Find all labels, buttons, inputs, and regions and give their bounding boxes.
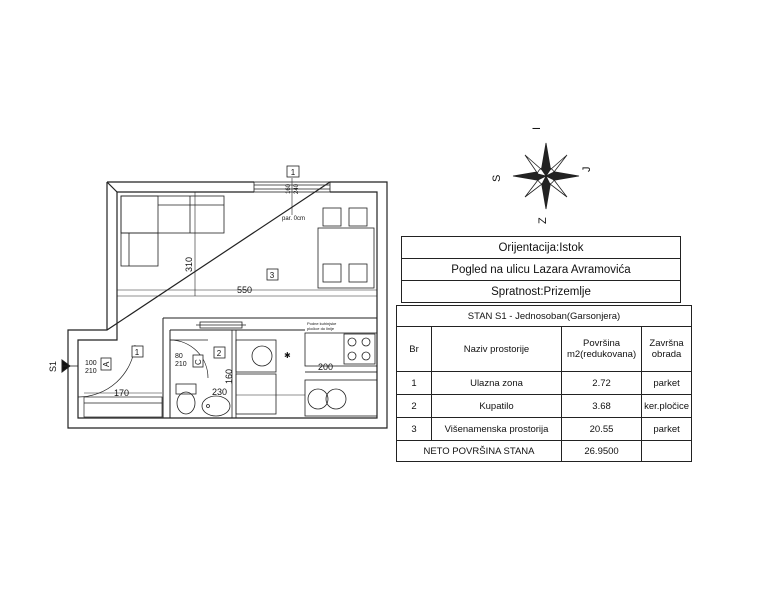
table-row	[397, 395, 692, 418]
cell-no: 3	[397, 418, 432, 441]
compass-rose	[513, 143, 579, 209]
dim-160: 160	[224, 368, 234, 384]
kitchen-counter	[305, 333, 377, 416]
dim-550: 550	[237, 285, 253, 295]
cell-finish: parket	[642, 372, 692, 395]
cell-name: Višenamenska prostorija	[432, 418, 562, 441]
dim-170: 170	[114, 388, 130, 398]
door-a-size-2: 210	[85, 368, 97, 375]
dim-200: 200	[318, 362, 334, 372]
dining-table	[318, 208, 374, 288]
col-no: Br	[397, 327, 432, 372]
cell-area: 2.72	[561, 372, 641, 395]
cell-finish: parket	[642, 418, 692, 441]
window-dim-bottom: 240	[294, 183, 300, 194]
room2-label: 2	[216, 349, 222, 358]
kitchen-note-2: pločice do linije	[307, 326, 335, 331]
table-row	[397, 372, 692, 395]
entrance-label: S1	[48, 360, 58, 372]
door-c-label: C	[194, 359, 203, 365]
sofa	[121, 196, 224, 266]
dim-230: 230	[212, 387, 228, 397]
col-name: Naziv prostorije	[432, 327, 562, 372]
dim-310: 310	[184, 256, 194, 272]
cell-finish: ker.pločice	[642, 395, 692, 418]
cell-no: 1	[397, 372, 432, 395]
floor-level-info: Spratnost:Prizemlje	[402, 281, 681, 303]
wall-unit	[196, 322, 246, 328]
compass-west: Z	[537, 217, 549, 224]
table-row	[397, 418, 692, 441]
room3-label: 3	[269, 271, 275, 280]
kitchen-sink-icon: ✱	[284, 351, 291, 360]
cell-area: 3.68	[561, 395, 641, 418]
info-table	[401, 236, 681, 303]
cell-area: 20.55	[561, 418, 641, 441]
total-empty	[642, 441, 692, 462]
door-c-size-2: 210	[175, 361, 187, 368]
compass-north: S	[491, 174, 503, 182]
window-dim-top: 160	[286, 183, 292, 194]
door-a-size-1: 100	[85, 360, 97, 367]
door-a-label: A	[102, 361, 111, 367]
dimension-lines	[84, 178, 377, 395]
opening-label: 1	[290, 168, 296, 177]
door-c-size-1: 80	[175, 353, 183, 360]
orientation: Orijentacija:Istok	[402, 237, 681, 259]
compass-south: J	[581, 166, 593, 172]
partitions	[117, 296, 377, 418]
door-a	[78, 340, 162, 417]
table-title: STAN S1 - Jednosoban(Garsonjera)	[397, 306, 692, 327]
rooms-table	[396, 305, 692, 462]
street-view: Pogled na ulicu Lazara Avramovića	[402, 259, 681, 281]
total-label: NETO POVRŠINA STANA	[397, 441, 562, 462]
floor-level: par. 0cm	[282, 216, 306, 222]
kitchen-note-1: Podne kuhinjske	[307, 321, 337, 326]
compass-east: I	[531, 126, 543, 130]
room1-label: 1	[134, 348, 140, 357]
cell-no: 2	[397, 395, 432, 418]
cell-name: Kupatilo	[432, 395, 562, 418]
cell-name: Ulazna zona	[432, 372, 562, 395]
total-value: 26.9500	[561, 441, 641, 462]
col-area: Površina m2(redukovana)	[561, 327, 641, 372]
col-finish: Završna obrada	[642, 327, 692, 372]
